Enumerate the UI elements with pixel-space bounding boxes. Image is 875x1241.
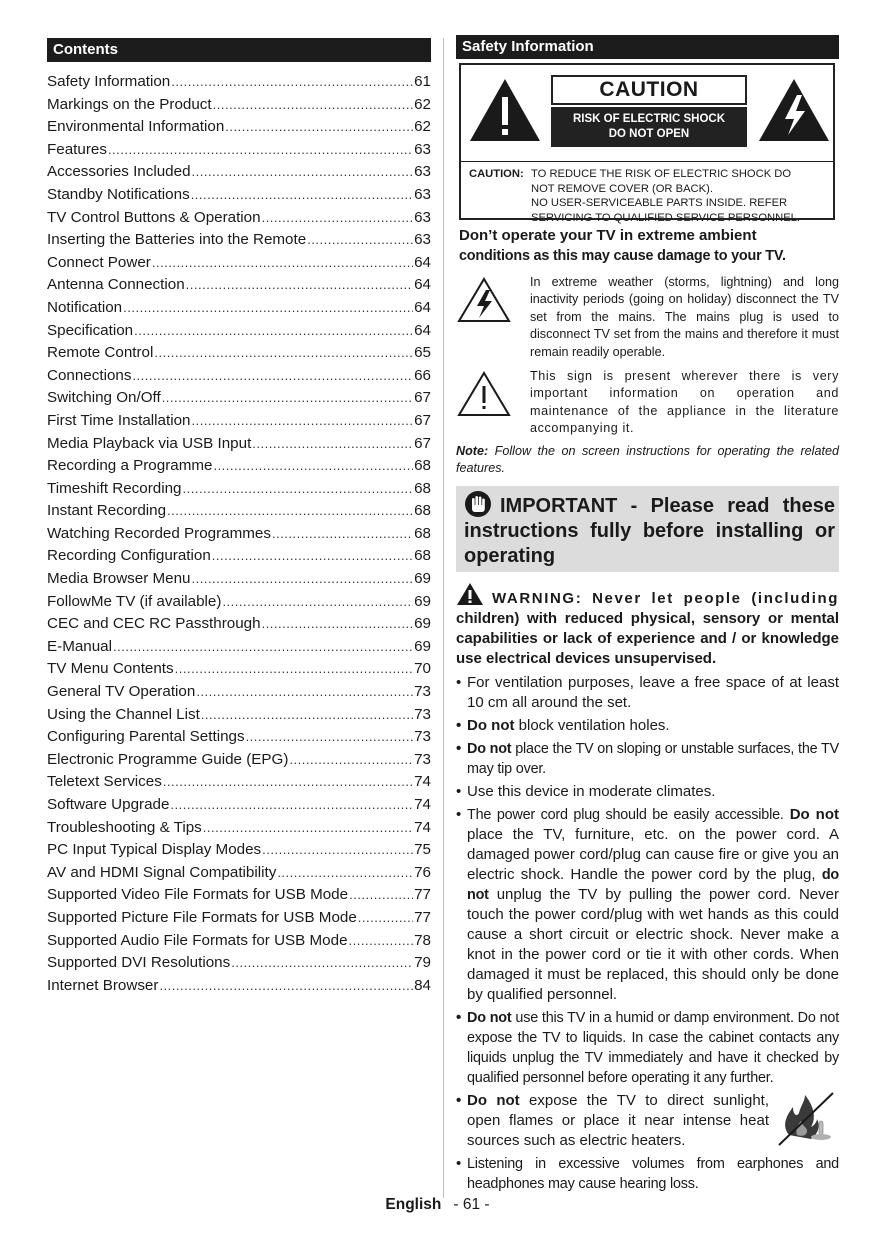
toc-leader-dots bbox=[349, 884, 413, 907]
toc-entry[interactable] bbox=[47, 794, 431, 817]
toc-entry-title: Troubleshooting & Tips bbox=[47, 818, 202, 836]
toc-entry-page: 79 bbox=[414, 954, 431, 972]
toc-entry-title: TV Control Buttons & Operation bbox=[47, 208, 261, 226]
toc-entry[interactable] bbox=[47, 433, 431, 456]
toc-entry-page: 64 bbox=[414, 298, 431, 316]
safety-section bbox=[456, 35, 839, 1197]
toc-entry[interactable] bbox=[47, 726, 431, 749]
list-item bbox=[456, 782, 839, 802]
toc-entry-title: Media Browser Menu bbox=[47, 570, 191, 588]
warning-block bbox=[456, 582, 839, 669]
caution-notice-label: CAUTION: bbox=[469, 168, 524, 180]
toc-entry-page: 68 bbox=[414, 524, 431, 542]
toc-entry-title: Instant Recording bbox=[47, 502, 167, 520]
list-item-text: use this TV in a humid or damp environment. Do not expose the TV to liquids. In case the cabinet contacts any liquids unplug the TV immediately and have it checked by qualified personnel before operating it any further. bbox=[467, 1009, 839, 1086]
toc-entry-page: 70 bbox=[414, 660, 431, 678]
toc-entry[interactable] bbox=[47, 930, 431, 953]
toc-entry-page: 74 bbox=[414, 818, 431, 836]
toc-entry-title: AV and HDMI Signal Compatibility bbox=[47, 863, 277, 881]
toc-entry[interactable] bbox=[47, 749, 431, 772]
toc-entry-title: E-Manual bbox=[47, 637, 112, 655]
toc-entry-title: Connect Power bbox=[47, 253, 151, 271]
toc-entry[interactable] bbox=[47, 410, 431, 433]
list-item-text: expose the TV to direct sunlight, open flames or place it near intense heat sources such as electric heaters. bbox=[467, 1091, 770, 1149]
toc-leader-dots bbox=[170, 794, 413, 817]
toc-entry[interactable] bbox=[47, 681, 431, 704]
toc-entry-page: 64 bbox=[414, 253, 431, 271]
list-item-text: The power cord plug should be easily accessible. bbox=[467, 806, 784, 823]
toc-entry-page: 77 bbox=[414, 886, 431, 904]
note-label: Note: bbox=[456, 444, 489, 458]
caution-label bbox=[551, 75, 747, 147]
toc-leader-dots bbox=[203, 817, 413, 840]
toc-leader-dots bbox=[222, 591, 413, 614]
contents-section bbox=[47, 38, 431, 997]
toc-leader-dots bbox=[196, 681, 413, 704]
toc-leader-dots bbox=[231, 952, 413, 975]
list-item-text: place the TV, furniture, etc. on the power cord. A damaged power cord/plug can cause fire or give you an electric shock. Handle the power cord by the plug, bbox=[467, 825, 839, 883]
caution-line: TO REDUCE THE RISK OF ELECTRIC SHOCK DO bbox=[531, 168, 792, 180]
important-banner bbox=[456, 486, 839, 572]
page-footer bbox=[0, 1196, 875, 1214]
toc-entry-title: Notification bbox=[47, 298, 123, 316]
hand-stop-icon bbox=[464, 490, 492, 518]
list-item bbox=[456, 716, 839, 736]
list-item-text: Listening in excessive volumes from earphones and headphones may cause hearing loss. bbox=[467, 1155, 839, 1192]
toc-entry[interactable] bbox=[47, 71, 431, 94]
toc-entry[interactable] bbox=[47, 839, 431, 862]
list-item bbox=[456, 1154, 839, 1194]
toc-entry-title: Software Upgrade bbox=[47, 796, 170, 813]
caution-risk-banner bbox=[551, 107, 747, 147]
toc-entry[interactable] bbox=[47, 116, 431, 139]
contents-list bbox=[47, 71, 431, 997]
toc-leader-dots bbox=[152, 252, 413, 275]
toc-leader-dots bbox=[277, 862, 413, 885]
toc-entry-page: 62 bbox=[414, 118, 431, 136]
toc-leader-dots bbox=[358, 907, 413, 930]
toc-leader-dots bbox=[246, 726, 414, 749]
toc-entry-title: CEC and CEC RC Passthrough bbox=[47, 615, 261, 633]
toc-entry[interactable] bbox=[47, 455, 431, 478]
toc-leader-dots bbox=[262, 207, 414, 230]
toc-entry-title: Watching Recorded Programmes bbox=[47, 524, 271, 542]
toc-entry-title: Supported Audio File Formats for USB Mode bbox=[47, 931, 348, 949]
toc-entry-title: Media Playback via USB Input bbox=[47, 434, 252, 452]
toc-entry-page: 63 bbox=[414, 140, 431, 158]
toc-leader-dots bbox=[213, 455, 413, 478]
toc-entry[interactable] bbox=[47, 365, 431, 388]
weather-text: In extreme weather (storms, lightning) and long inactivity periods (going on holiday) disconnect the TV set from the mains. The mains plug is used to disconnect TV set from the mains and therefore it must remain readily operable. bbox=[530, 275, 839, 359]
toc-entry[interactable] bbox=[47, 771, 431, 794]
toc-entry-title: Supported DVI Resolutions bbox=[47, 954, 231, 972]
toc-leader-dots bbox=[307, 229, 413, 252]
toc-entry[interactable] bbox=[47, 545, 431, 568]
list-item-bold: Do not bbox=[467, 716, 515, 734]
toc-entry-page: 73 bbox=[414, 728, 431, 746]
lightning-warning-icon bbox=[757, 77, 831, 143]
ambient-warning bbox=[456, 226, 839, 266]
toc-leader-dots bbox=[201, 704, 413, 727]
caution-box bbox=[459, 63, 835, 224]
list-item bbox=[456, 739, 839, 779]
toc-leader-dots bbox=[212, 545, 413, 568]
toc-entry-title: Supported Picture File Formats for USB Mode bbox=[47, 908, 357, 926]
toc-entry-page: 74 bbox=[414, 796, 431, 813]
toc-entry-title: Recording Configuration bbox=[47, 547, 211, 565]
warning-head: WARNING: Never let people (including bbox=[492, 589, 839, 607]
exclamation-sign-icon bbox=[456, 370, 512, 418]
list-item-text: block ventilation holes. bbox=[518, 716, 670, 734]
toc-entry-page: 67 bbox=[414, 411, 431, 429]
toc-leader-dots bbox=[192, 568, 414, 591]
caution-line: SERVICING TO QUALIFIED SERVICE PERSONNEL. bbox=[531, 211, 800, 224]
toc-entry-page: 64 bbox=[414, 276, 431, 294]
weather-notice bbox=[456, 274, 839, 364]
caution-notice bbox=[461, 162, 833, 230]
warning-text: children) with reduced physical, sensory or mental capabilities or lack of experience and / or knowledge use electrical devices unsupervised. bbox=[456, 609, 839, 667]
toc-leader-dots bbox=[225, 116, 413, 139]
toc-entry-page: 69 bbox=[414, 570, 431, 588]
toc-entry-page: 73 bbox=[414, 705, 431, 723]
toc-entry-page: 69 bbox=[414, 637, 431, 655]
toc-entry-title: TV Menu Contents bbox=[47, 660, 174, 678]
toc-entry[interactable] bbox=[47, 252, 431, 275]
toc-leader-dots bbox=[289, 749, 413, 772]
toc-leader-dots bbox=[349, 930, 414, 953]
toc-leader-dots bbox=[163, 771, 413, 794]
toc-entry[interactable] bbox=[47, 568, 431, 591]
toc-entry[interactable] bbox=[47, 207, 431, 230]
toc-leader-dots bbox=[171, 71, 413, 94]
toc-entry-title: Markings on the Product bbox=[47, 95, 212, 113]
toc-entry-title: Teletext Services bbox=[47, 773, 162, 791]
toc-entry[interactable] bbox=[47, 274, 431, 297]
list-item-bold: Do not bbox=[467, 740, 512, 757]
list-item-bold: Do not bbox=[467, 1009, 512, 1026]
toc-entry[interactable] bbox=[47, 500, 431, 523]
toc-leader-dots bbox=[167, 500, 413, 523]
caution-line: NO USER-SERVICEABLE PARTS INSIDE. REFER bbox=[531, 197, 788, 209]
list-item-text: place the TV on sloping or unstable surfaces, the TV may tip over. bbox=[467, 740, 839, 777]
toc-leader-dots bbox=[162, 387, 413, 410]
toc-entry-title: Connections bbox=[47, 366, 132, 384]
toc-entry-page: 76 bbox=[414, 863, 431, 881]
toc-entry-page: 62 bbox=[414, 95, 431, 113]
important-text: IMPORTANT - Please read these instructions fully before installing or operating bbox=[464, 494, 835, 567]
toc-entry-page: 68 bbox=[414, 502, 431, 520]
list-item-bold: Do not bbox=[789, 805, 840, 823]
toc-entry-page: 74 bbox=[414, 773, 431, 791]
toc-leader-dots bbox=[252, 433, 413, 456]
toc-entry-page: 67 bbox=[414, 389, 431, 407]
toc-entry-page: 66 bbox=[414, 366, 431, 384]
list-item bbox=[456, 1091, 839, 1151]
toc-entry-page: 77 bbox=[414, 908, 431, 926]
list-item bbox=[456, 1008, 839, 1088]
toc-entry-title: First Time Installation bbox=[47, 411, 191, 429]
toc-entry-page: 67 bbox=[414, 434, 431, 452]
toc-entry-page: 68 bbox=[414, 479, 431, 497]
toc-entry-title: Timeshift Recording bbox=[47, 479, 182, 497]
list-item bbox=[456, 673, 839, 713]
toc-entry-page: 69 bbox=[414, 615, 431, 633]
toc-entry-page: 69 bbox=[414, 592, 431, 610]
safety-list bbox=[456, 673, 839, 1194]
list-item-text: Use this device in moderate climates. bbox=[467, 782, 716, 800]
toc-entry[interactable] bbox=[47, 704, 431, 727]
toc-leader-dots bbox=[213, 94, 413, 117]
toc-entry[interactable] bbox=[47, 975, 431, 998]
page-number: - 61 - bbox=[453, 1196, 490, 1213]
toc-entry-title: Using the Channel List bbox=[47, 705, 200, 723]
toc-entry-title: Standby Notifications bbox=[47, 185, 190, 203]
note bbox=[456, 443, 839, 478]
toc-entry-title: Electronic Programme Guide (EPG) bbox=[47, 750, 289, 768]
toc-entry[interactable] bbox=[47, 523, 431, 546]
toc-entry-title: Remote Control bbox=[47, 344, 154, 362]
toc-entry-page: 61 bbox=[414, 73, 431, 90]
toc-entry[interactable] bbox=[47, 94, 431, 117]
toc-entry-title: Accessories Included bbox=[47, 163, 191, 181]
list-item-text: unplug the TV by pulling the power cord. Never touch the power cord/plug with wet hands as this could cause a short circuit or electric shock. Never make a knot in the power cord or tie it with other cords. When damaged it must be replaced, this should only be done by qualified personnel. bbox=[467, 885, 839, 1003]
toc-entry-page: 63 bbox=[414, 163, 431, 181]
toc-entry-page: 84 bbox=[414, 976, 431, 994]
toc-entry-title: PC Input Typical Display Modes bbox=[47, 841, 262, 859]
toc-entry[interactable] bbox=[47, 658, 431, 681]
note-text: Follow the on screen instructions for operating the related features. bbox=[456, 444, 839, 476]
toc-entry-page: 63 bbox=[414, 231, 431, 249]
toc-entry-title: Antenna Connection bbox=[47, 276, 185, 294]
caution-risk-line: RISK OF ELECTRIC SHOCK bbox=[572, 113, 726, 125]
sign-notice bbox=[456, 368, 839, 440]
toc-leader-dots bbox=[134, 320, 413, 343]
toc-entry-title: Internet Browser bbox=[47, 976, 159, 994]
toc-entry-page: 78 bbox=[414, 931, 431, 949]
toc-entry-page: 63 bbox=[414, 208, 431, 226]
caution-risk-line: DO NOT OPEN bbox=[608, 128, 690, 140]
no-flame-icon bbox=[775, 1091, 837, 1147]
warning-icon bbox=[456, 582, 484, 606]
safety-header: Safety Information bbox=[456, 35, 839, 59]
toc-entry[interactable] bbox=[47, 613, 431, 636]
toc-entry[interactable] bbox=[47, 342, 431, 365]
list-item-bold: do not bbox=[467, 866, 839, 903]
toc-entry[interactable] bbox=[47, 907, 431, 930]
toc-entry-page: 68 bbox=[414, 457, 431, 475]
toc-entry[interactable] bbox=[47, 139, 431, 162]
toc-entry[interactable] bbox=[47, 320, 431, 343]
toc-entry-page: 73 bbox=[414, 683, 431, 701]
exclamation-warning-icon bbox=[468, 77, 542, 143]
toc-entry[interactable] bbox=[47, 817, 431, 840]
list-item-text: For ventilation purposes, leave a free space of at least 10 cm all around the set. bbox=[467, 673, 839, 711]
toc-entry[interactable] bbox=[47, 952, 431, 975]
toc-entry[interactable] bbox=[47, 862, 431, 885]
toc-entry-title: Inserting the Batteries into the Remote bbox=[47, 231, 307, 249]
toc-entry-title: Specification bbox=[47, 321, 134, 339]
toc-entry[interactable] bbox=[47, 229, 431, 252]
toc-entry-page: 68 bbox=[414, 547, 431, 565]
toc-leader-dots bbox=[262, 839, 413, 862]
toc-entry-page: 64 bbox=[414, 321, 431, 339]
toc-entry[interactable] bbox=[47, 636, 431, 659]
toc-entry[interactable] bbox=[47, 884, 431, 907]
toc-entry-page: 63 bbox=[414, 185, 431, 203]
toc-leader-dots bbox=[175, 658, 413, 681]
toc-entry-title: Configuring Parental Settings bbox=[47, 728, 245, 746]
toc-leader-dots bbox=[154, 342, 413, 365]
toc-entry[interactable] bbox=[47, 184, 431, 207]
toc-entry-title: Environmental Information bbox=[47, 118, 225, 136]
toc-leader-dots bbox=[191, 410, 413, 433]
toc-entry-page: 75 bbox=[414, 841, 431, 859]
list-item-bold: Do not bbox=[467, 1091, 520, 1109]
toc-entry[interactable] bbox=[47, 478, 431, 501]
toc-entry-title: General TV Operation bbox=[47, 683, 196, 701]
toc-leader-dots bbox=[186, 274, 413, 297]
toc-entry-page: 65 bbox=[414, 344, 431, 362]
toc-entry[interactable] bbox=[47, 387, 431, 410]
toc-entry-title: Recording a Programme bbox=[47, 457, 213, 475]
toc-leader-dots bbox=[191, 184, 413, 207]
toc-entry-title: Safety Information bbox=[47, 73, 171, 90]
toc-entry-title: FollowMe TV (if available) bbox=[47, 592, 222, 610]
toc-entry-page: 73 bbox=[414, 750, 431, 768]
footer-language: English bbox=[385, 1196, 442, 1213]
column-divider bbox=[443, 38, 444, 1198]
caution-title: CAUTION bbox=[551, 75, 747, 105]
toc-leader-dots bbox=[132, 365, 413, 388]
toc-leader-dots bbox=[123, 297, 413, 320]
toc-entry-title: Switching On/Off bbox=[47, 389, 161, 407]
list-item bbox=[456, 805, 839, 1005]
toc-leader-dots bbox=[183, 478, 414, 501]
ambient-warning-line: Don’t operate your TV in extreme ambient bbox=[459, 227, 757, 244]
toc-entry[interactable] bbox=[47, 297, 431, 320]
toc-entry[interactable] bbox=[47, 591, 431, 614]
toc-entry[interactable] bbox=[47, 161, 431, 184]
toc-leader-dots bbox=[113, 636, 413, 659]
ambient-warning-line: conditions as this may cause damage to your TV. bbox=[459, 248, 786, 264]
toc-leader-dots bbox=[159, 975, 413, 998]
contents-header: Contents bbox=[47, 38, 431, 62]
toc-leader-dots bbox=[272, 523, 413, 546]
toc-leader-dots bbox=[108, 139, 413, 162]
toc-leader-dots bbox=[262, 613, 414, 636]
lightning-sign-icon bbox=[456, 276, 512, 324]
sign-text: This sign is present wherever there is very important information on operation and maintenance of the appliance in the literature accompanying it. bbox=[530, 369, 839, 436]
toc-entry-title: Supported Video File Formats for USB Mode bbox=[47, 886, 349, 904]
toc-leader-dots bbox=[192, 161, 414, 184]
caution-line: NOT REMOVE COVER (OR BACK). bbox=[531, 182, 713, 195]
toc-entry-title: Features bbox=[47, 140, 107, 158]
